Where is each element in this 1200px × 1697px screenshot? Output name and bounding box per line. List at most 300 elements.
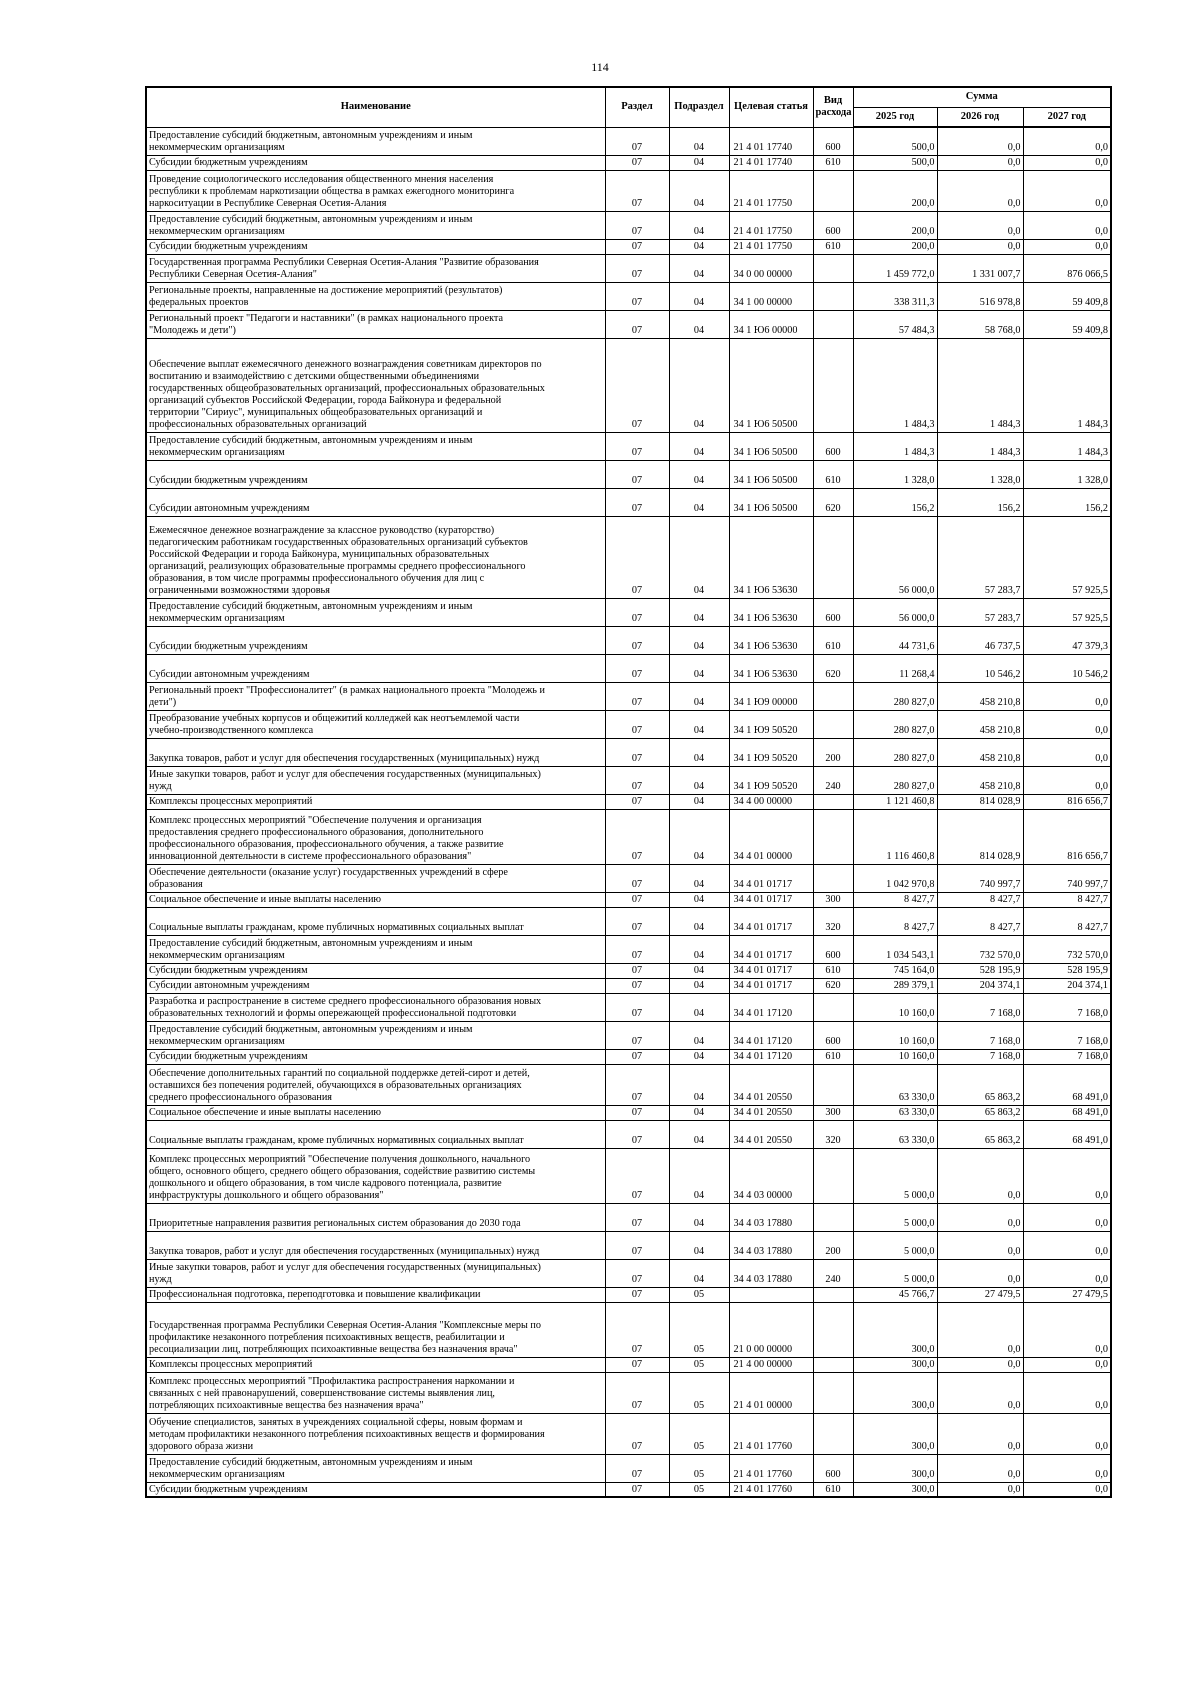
row-name: Региональный проект "Педагоги и наставники" (в рамках национального проекта "Молодежь и дети")	[146, 310, 605, 338]
table-row	[146, 864, 1111, 892]
table-row	[146, 1454, 1111, 1482]
row-name: Государственная программа Республики Северная Осетия-Алания "Развитие образования Республики Северная Осетия-Алания"	[146, 254, 605, 282]
row-razdel: 07	[605, 978, 669, 993]
row-sum-2026: 7 168,0	[937, 1049, 1023, 1064]
row-razdel: 07	[605, 794, 669, 809]
row-podrazdel: 04	[669, 907, 729, 935]
row-podrazdel: 04	[669, 310, 729, 338]
table-row	[146, 155, 1111, 170]
row-vid-raskhoda	[813, 310, 853, 338]
row-name: Субсидии автономным учреждениям	[146, 978, 605, 993]
row-sum-2025: 280 827,0	[853, 682, 937, 710]
row-podrazdel: 04	[669, 239, 729, 254]
row-vid-raskhoda	[813, 1413, 853, 1454]
table-row	[146, 809, 1111, 864]
row-podrazdel: 04	[669, 682, 729, 710]
row-name: Комплексы процессных мероприятий	[146, 794, 605, 809]
row-razdel: 07	[605, 1120, 669, 1148]
row-sum-2026: 57 283,7	[937, 516, 1023, 598]
row-celevaya-statya: 21 4 01 17740	[729, 155, 813, 170]
row-sum-2026: 0,0	[937, 211, 1023, 239]
row-sum-2026: 27 479,5	[937, 1287, 1023, 1302]
row-sum-2025: 5 000,0	[853, 1148, 937, 1203]
table-row	[146, 794, 1111, 809]
row-celevaya-statya: 34 4 01 20550	[729, 1064, 813, 1105]
row-celevaya-statya: 21 4 01 17760	[729, 1482, 813, 1497]
row-razdel: 07	[605, 1287, 669, 1302]
row-vid-raskhoda	[813, 516, 853, 598]
row-sum-2027: 732 570,0	[1023, 935, 1111, 963]
row-celevaya-statya: 34 4 01 20550	[729, 1120, 813, 1148]
row-celevaya-statya: 34 1 Ю9 50520	[729, 710, 813, 738]
row-celevaya-statya: 34 4 01 01717	[729, 864, 813, 892]
row-sum-2026: 814 028,9	[937, 809, 1023, 864]
table-row	[146, 338, 1111, 432]
row-razdel: 07	[605, 710, 669, 738]
row-sum-2027: 528 195,9	[1023, 963, 1111, 978]
row-podrazdel: 04	[669, 211, 729, 239]
row-razdel: 07	[605, 892, 669, 907]
row-sum-2027: 0,0	[1023, 1259, 1111, 1287]
row-name: Предоставление субсидий бюджетным, автономным учреждениям и иным некоммерческим организациям	[146, 211, 605, 239]
row-sum-2027: 0,0	[1023, 211, 1111, 239]
row-celevaya-statya: 21 0 00 00000	[729, 1302, 813, 1357]
row-razdel: 07	[605, 864, 669, 892]
table-row	[146, 1287, 1111, 1302]
row-sum-2027: 0,0	[1023, 766, 1111, 794]
row-celevaya-statya: 34 4 01 01717	[729, 907, 813, 935]
row-sum-2026: 58 768,0	[937, 310, 1023, 338]
row-vid-raskhoda: 600	[813, 935, 853, 963]
row-podrazdel: 04	[669, 254, 729, 282]
table-row	[146, 766, 1111, 794]
row-name: Региональный проект "Профессионалитет" (в рамках национального проекта "Молодежь и дети")	[146, 682, 605, 710]
row-celevaya-statya: 34 1 Ю6 50500	[729, 338, 813, 432]
table-row	[146, 127, 1111, 155]
row-sum-2025: 1 042 970,8	[853, 864, 937, 892]
row-sum-2025: 338 311,3	[853, 282, 937, 310]
row-razdel: 07	[605, 1231, 669, 1259]
row-vid-raskhoda: 600	[813, 1454, 853, 1482]
row-name: Ежемесячное денежное вознаграждение за классное руководство (кураторство) педагогическим работникам государственных образовательных организаций субъектов Российской Федерации и города Байконура, муниципальных образовательных организаций, реализующих образовательные программы среднего профессионального образования, в том числе программы профессионального обучения для лиц с ограниченными возможностями здоровья	[146, 516, 605, 598]
row-razdel: 07	[605, 254, 669, 282]
row-vid-raskhoda: 300	[813, 892, 853, 907]
row-vid-raskhoda	[813, 1287, 853, 1302]
row-sum-2025: 200,0	[853, 170, 937, 211]
row-sum-2025: 5 000,0	[853, 1259, 937, 1287]
row-sum-2027: 0,0	[1023, 710, 1111, 738]
row-sum-2025: 44 731,6	[853, 626, 937, 654]
row-sum-2025: 300,0	[853, 1413, 937, 1454]
row-sum-2026: 0,0	[937, 1454, 1023, 1482]
row-sum-2026: 0,0	[937, 1231, 1023, 1259]
row-name: Субсидии автономным учреждениям	[146, 654, 605, 682]
row-sum-2027: 8 427,7	[1023, 892, 1111, 907]
row-name: Социальное обеспечение и иные выплаты населению	[146, 892, 605, 907]
row-sum-2025: 300,0	[853, 1372, 937, 1413]
row-sum-2025: 57 484,3	[853, 310, 937, 338]
row-sum-2025: 300,0	[853, 1357, 937, 1372]
row-podrazdel: 05	[669, 1413, 729, 1454]
row-podrazdel: 04	[669, 1105, 729, 1120]
row-sum-2025: 1 034 543,1	[853, 935, 937, 963]
row-sum-2026: 528 195,9	[937, 963, 1023, 978]
row-sum-2026: 65 863,2	[937, 1120, 1023, 1148]
table-row	[146, 254, 1111, 282]
table-row	[146, 1049, 1111, 1064]
row-razdel: 07	[605, 738, 669, 766]
row-sum-2027: 47 379,3	[1023, 626, 1111, 654]
row-name: Субсидии бюджетным учреждениям	[146, 1482, 605, 1497]
row-name: Проведение социологического исследования общественного мнения населения республики к проблемам наркотизации общества в рамках ежегодного мониторинга наркоситуации в Республике Северная Осетия-Алания	[146, 170, 605, 211]
row-name: Субсидии автономным учреждениям	[146, 488, 605, 516]
row-vid-raskhoda: 600	[813, 127, 853, 155]
row-name: Обучение специалистов, занятых в учреждениях социальной сферы, новым формам и методам профилактики незаконного потребления психоактивных веществ и формирования здорового образа жизни	[146, 1413, 605, 1454]
row-sum-2025: 200,0	[853, 211, 937, 239]
table-row	[146, 1231, 1111, 1259]
row-sum-2025: 745 164,0	[853, 963, 937, 978]
row-name: Субсидии бюджетным учреждениям	[146, 1049, 605, 1064]
row-sum-2025: 10 160,0	[853, 1049, 937, 1064]
row-sum-2026: 458 210,8	[937, 682, 1023, 710]
row-sum-2026: 0,0	[937, 1148, 1023, 1203]
row-celevaya-statya: 34 4 01 01717	[729, 892, 813, 907]
row-podrazdel: 05	[669, 1454, 729, 1482]
row-sum-2025: 8 427,7	[853, 907, 937, 935]
table-row	[146, 516, 1111, 598]
row-sum-2027: 0,0	[1023, 738, 1111, 766]
row-celevaya-statya: 21 4 01 17750	[729, 211, 813, 239]
table-row	[146, 682, 1111, 710]
table-row	[146, 1372, 1111, 1413]
row-razdel: 07	[605, 963, 669, 978]
row-podrazdel: 04	[669, 488, 729, 516]
row-vid-raskhoda: 610	[813, 626, 853, 654]
row-sum-2026: 57 283,7	[937, 598, 1023, 626]
row-podrazdel: 04	[669, 127, 729, 155]
row-sum-2026: 10 546,2	[937, 654, 1023, 682]
row-razdel: 07	[605, 282, 669, 310]
table-row	[146, 432, 1111, 460]
row-vid-raskhoda	[813, 682, 853, 710]
row-podrazdel: 05	[669, 1357, 729, 1372]
table-row	[146, 907, 1111, 935]
row-vid-raskhoda: 200	[813, 1231, 853, 1259]
row-sum-2025: 8 427,7	[853, 892, 937, 907]
header-year-2027: 2027 год	[1023, 107, 1111, 127]
row-celevaya-statya: 34 1 Ю6 50500	[729, 488, 813, 516]
row-name: Иные закупки товаров, работ и услуг для обеспечения государственных (муниципальных) нужд	[146, 766, 605, 794]
table-row	[146, 1259, 1111, 1287]
row-name: Обеспечение дополнительных гарантий по социальной поддержке детей-сирот и детей, оставшихся без попечения родителей, обучающихся в образовательных организациях среднего профессионального образования	[146, 1064, 605, 1105]
row-sum-2027: 57 925,5	[1023, 598, 1111, 626]
row-sum-2027: 7 168,0	[1023, 1021, 1111, 1049]
row-celevaya-statya: 34 4 03 17880	[729, 1231, 813, 1259]
row-sum-2025: 300,0	[853, 1302, 937, 1357]
row-sum-2026: 0,0	[937, 239, 1023, 254]
row-razdel: 07	[605, 1372, 669, 1413]
row-sum-2026: 0,0	[937, 1357, 1023, 1372]
row-sum-2027: 0,0	[1023, 127, 1111, 155]
row-vid-raskhoda	[813, 794, 853, 809]
row-sum-2025: 56 000,0	[853, 516, 937, 598]
table-row	[146, 239, 1111, 254]
row-razdel: 07	[605, 766, 669, 794]
row-sum-2027: 8 427,7	[1023, 907, 1111, 935]
row-name: Комплекс процессных мероприятий "Профилактика распространения наркомании и связанных с ней правонарушений, совершенствование системы выявления лиц, потребляющих психоактивные вещества без назначения врача"	[146, 1372, 605, 1413]
row-sum-2027: 0,0	[1023, 1357, 1111, 1372]
row-sum-2026: 0,0	[937, 127, 1023, 155]
row-sum-2026: 516 978,8	[937, 282, 1023, 310]
row-name: Преобразование учебных корпусов и общежитий колледжей как неотъемлемой части учебно-производственного комплекса	[146, 710, 605, 738]
row-razdel: 07	[605, 654, 669, 682]
row-vid-raskhoda	[813, 1357, 853, 1372]
row-sum-2027: 7 168,0	[1023, 1049, 1111, 1064]
row-podrazdel: 04	[669, 935, 729, 963]
row-name: Комплекс процессных мероприятий "Обеспечение получения и организация предоставления среднего профессионального образования, дополнительного профессионального образования, профессионального обучения, а также развитие инновационной деятельности в системе профессионального образования"	[146, 809, 605, 864]
row-sum-2027: 740 997,7	[1023, 864, 1111, 892]
row-name: Социальное обеспечение и иные выплаты населению	[146, 1105, 605, 1120]
row-sum-2027: 59 409,8	[1023, 282, 1111, 310]
row-vid-raskhoda	[813, 338, 853, 432]
row-name: Субсидии бюджетным учреждениям	[146, 626, 605, 654]
row-podrazdel: 04	[669, 864, 729, 892]
row-vid-raskhoda: 610	[813, 1049, 853, 1064]
row-podrazdel: 04	[669, 155, 729, 170]
row-razdel: 07	[605, 211, 669, 239]
row-name: Закупка товаров, работ и услуг для обеспечения государственных (муниципальных) нужд	[146, 738, 605, 766]
row-vid-raskhoda	[813, 993, 853, 1021]
header-celevaya-statya: Целевая статья	[729, 87, 813, 127]
row-sum-2027: 7 168,0	[1023, 993, 1111, 1021]
row-sum-2027: 816 656,7	[1023, 794, 1111, 809]
row-celevaya-statya	[729, 1287, 813, 1302]
row-razdel: 07	[605, 993, 669, 1021]
row-celevaya-statya: 34 1 Ю9 50520	[729, 766, 813, 794]
row-podrazdel: 04	[669, 710, 729, 738]
row-vid-raskhoda: 320	[813, 1120, 853, 1148]
row-sum-2026: 458 210,8	[937, 738, 1023, 766]
row-razdel: 07	[605, 239, 669, 254]
table-row	[146, 310, 1111, 338]
row-razdel: 07	[605, 935, 669, 963]
row-sum-2027: 1 484,3	[1023, 338, 1111, 432]
row-sum-2027: 0,0	[1023, 1482, 1111, 1497]
row-name: Субсидии бюджетным учреждениям	[146, 239, 605, 254]
row-sum-2026: 0,0	[937, 1259, 1023, 1287]
row-celevaya-statya: 34 4 03 17880	[729, 1259, 813, 1287]
row-sum-2027: 1 328,0	[1023, 460, 1111, 488]
row-sum-2026: 65 863,2	[937, 1105, 1023, 1120]
row-sum-2025: 10 160,0	[853, 1021, 937, 1049]
row-celevaya-statya: 34 1 Ю6 53630	[729, 598, 813, 626]
row-name: Комплексы процессных мероприятий	[146, 1357, 605, 1372]
row-razdel: 07	[605, 1413, 669, 1454]
row-sum-2025: 280 827,0	[853, 738, 937, 766]
row-vid-raskhoda: 610	[813, 155, 853, 170]
row-sum-2026: 0,0	[937, 155, 1023, 170]
row-sum-2027: 59 409,8	[1023, 310, 1111, 338]
row-name: Профессиональная подготовка, переподготовка и повышение квалификации	[146, 1287, 605, 1302]
row-vid-raskhoda	[813, 1064, 853, 1105]
table-row	[146, 1148, 1111, 1203]
row-sum-2025: 289 379,1	[853, 978, 937, 993]
row-sum-2025: 11 268,4	[853, 654, 937, 682]
row-sum-2027: 1 484,3	[1023, 432, 1111, 460]
row-sum-2026: 0,0	[937, 170, 1023, 211]
row-sum-2027: 816 656,7	[1023, 809, 1111, 864]
row-podrazdel: 05	[669, 1482, 729, 1497]
row-podrazdel: 04	[669, 654, 729, 682]
row-sum-2027: 876 066,5	[1023, 254, 1111, 282]
table-row	[146, 1357, 1111, 1372]
table-row	[146, 993, 1111, 1021]
row-sum-2027: 0,0	[1023, 682, 1111, 710]
row-celevaya-statya: 34 4 01 17120	[729, 993, 813, 1021]
row-sum-2025: 1 484,3	[853, 338, 937, 432]
page-number: 114	[591, 60, 609, 74]
table-row	[146, 598, 1111, 626]
header-summa: Сумма	[853, 87, 1111, 107]
row-razdel: 07	[605, 626, 669, 654]
row-sum-2026: 8 427,7	[937, 892, 1023, 907]
row-sum-2025: 500,0	[853, 127, 937, 155]
row-razdel: 07	[605, 1064, 669, 1105]
row-sum-2025: 200,0	[853, 239, 937, 254]
row-sum-2025: 63 330,0	[853, 1064, 937, 1105]
row-vid-raskhoda	[813, 282, 853, 310]
header-year-2026: 2026 год	[937, 107, 1023, 127]
row-name: Социальные выплаты гражданам, кроме публичных нормативных социальных выплат	[146, 1120, 605, 1148]
row-vid-raskhoda: 320	[813, 907, 853, 935]
row-celevaya-statya: 34 4 01 01717	[729, 935, 813, 963]
row-sum-2026: 0,0	[937, 1302, 1023, 1357]
row-vid-raskhoda: 600	[813, 1021, 853, 1049]
row-razdel: 07	[605, 338, 669, 432]
row-celevaya-statya: 34 1 Ю6 00000	[729, 310, 813, 338]
row-sum-2027: 0,0	[1023, 1148, 1111, 1203]
row-vid-raskhoda: 620	[813, 654, 853, 682]
row-celevaya-statya: 21 4 01 00000	[729, 1372, 813, 1413]
row-name: Закупка товаров, работ и услуг для обеспечения государственных (муниципальных) нужд	[146, 1231, 605, 1259]
table-row	[146, 626, 1111, 654]
row-sum-2026: 1 484,3	[937, 432, 1023, 460]
row-sum-2027: 68 491,0	[1023, 1120, 1111, 1148]
row-vid-raskhoda	[813, 864, 853, 892]
row-podrazdel: 04	[669, 338, 729, 432]
row-sum-2025: 63 330,0	[853, 1120, 937, 1148]
row-razdel: 07	[605, 907, 669, 935]
row-podrazdel: 04	[669, 1259, 729, 1287]
table-row	[146, 1302, 1111, 1357]
row-sum-2027: 0,0	[1023, 155, 1111, 170]
header-podrazdel: Подраздел	[669, 87, 729, 127]
row-sum-2027: 0,0	[1023, 170, 1111, 211]
row-vid-raskhoda	[813, 710, 853, 738]
row-podrazdel: 04	[669, 1021, 729, 1049]
row-podrazdel: 04	[669, 1064, 729, 1105]
row-sum-2025: 56 000,0	[853, 598, 937, 626]
row-vid-raskhoda	[813, 1148, 853, 1203]
row-celevaya-statya: 34 1 Ю9 50520	[729, 738, 813, 766]
row-razdel: 07	[605, 1259, 669, 1287]
row-sum-2026: 0,0	[937, 1482, 1023, 1497]
row-razdel: 07	[605, 1454, 669, 1482]
row-name: Государственная программа Республики Северная Осетия-Алания "Комплексные меры по профилактике незаконного потребления психоактивных веществ, реабилитации и ресоциализации лиц, потребляющих психоактивные вещества без назначения врача"	[146, 1302, 605, 1357]
row-vid-raskhoda: 620	[813, 488, 853, 516]
row-razdel: 07	[605, 1482, 669, 1497]
row-razdel: 07	[605, 488, 669, 516]
row-celevaya-statya: 34 1 00 00000	[729, 282, 813, 310]
row-sum-2025: 45 766,7	[853, 1287, 937, 1302]
row-podrazdel: 04	[669, 1049, 729, 1064]
row-name: Обеспечение деятельности (оказание услуг) государственных учреждений в сфере образования	[146, 864, 605, 892]
row-vid-raskhoda: 600	[813, 432, 853, 460]
row-sum-2027: 204 374,1	[1023, 978, 1111, 993]
row-vid-raskhoda: 610	[813, 239, 853, 254]
row-sum-2026: 814 028,9	[937, 794, 1023, 809]
row-celevaya-statya: 21 4 01 17750	[729, 239, 813, 254]
row-podrazdel: 04	[669, 738, 729, 766]
budget-table	[145, 86, 1112, 1498]
header-year-2025: 2025 год	[853, 107, 937, 127]
row-sum-2027: 68 491,0	[1023, 1064, 1111, 1105]
row-celevaya-statya: 34 1 Ю9 00000	[729, 682, 813, 710]
row-sum-2025: 63 330,0	[853, 1105, 937, 1120]
row-vid-raskhoda	[813, 254, 853, 282]
row-podrazdel: 04	[669, 1120, 729, 1148]
row-celevaya-statya: 34 4 00 00000	[729, 794, 813, 809]
row-celevaya-statya: 34 4 01 17120	[729, 1021, 813, 1049]
row-name: Комплекс процессных мероприятий "Обеспечение получения дошкольного, начального общего, основного общего, среднего общего образования, содействие развитию системы дошкольного и общего образования, в том числе кадрового потенциала, развитие инфраструктуры дошкольного и общего образования"	[146, 1148, 605, 1203]
row-podrazdel: 04	[669, 1231, 729, 1259]
row-sum-2025: 280 827,0	[853, 766, 937, 794]
row-sum-2026: 0,0	[937, 1203, 1023, 1231]
row-celevaya-statya: 21 4 01 17760	[729, 1413, 813, 1454]
row-celevaya-statya: 21 4 01 17740	[729, 127, 813, 155]
row-sum-2025: 1 484,3	[853, 432, 937, 460]
table-row	[146, 1120, 1111, 1148]
row-name: Социальные выплаты гражданам, кроме публичных нормативных социальных выплат	[146, 907, 605, 935]
table-row	[146, 978, 1111, 993]
row-razdel: 07	[605, 1357, 669, 1372]
row-podrazdel: 04	[669, 1148, 729, 1203]
row-sum-2027: 156,2	[1023, 488, 1111, 516]
row-podrazdel: 05	[669, 1302, 729, 1357]
row-sum-2027: 0,0	[1023, 1454, 1111, 1482]
row-podrazdel: 05	[669, 1287, 729, 1302]
row-sum-2026: 7 168,0	[937, 1021, 1023, 1049]
row-podrazdel: 04	[669, 978, 729, 993]
row-celevaya-statya: 34 1 Ю6 53630	[729, 626, 813, 654]
row-vid-raskhoda	[813, 1302, 853, 1357]
row-podrazdel: 04	[669, 170, 729, 211]
row-sum-2026: 1 484,3	[937, 338, 1023, 432]
row-name: Предоставление субсидий бюджетным, автономным учреждениям и иным некоммерческим организациям	[146, 432, 605, 460]
row-celevaya-statya: 34 4 03 00000	[729, 1148, 813, 1203]
row-celevaya-statya: 34 4 01 01717	[729, 963, 813, 978]
row-sum-2025: 1 328,0	[853, 460, 937, 488]
row-sum-2027: 0,0	[1023, 1372, 1111, 1413]
header-name: Наименование	[146, 87, 605, 127]
row-celevaya-statya: 34 0 00 00000	[729, 254, 813, 282]
row-sum-2026: 458 210,8	[937, 710, 1023, 738]
row-sum-2027: 0,0	[1023, 1302, 1111, 1357]
row-name: Предоставление субсидий бюджетным, автономным учреждениям и иным некоммерческим организациям	[146, 1021, 605, 1049]
row-celevaya-statya: 34 4 01 01717	[729, 978, 813, 993]
row-sum-2026: 204 374,1	[937, 978, 1023, 993]
row-sum-2025: 1 121 460,8	[853, 794, 937, 809]
